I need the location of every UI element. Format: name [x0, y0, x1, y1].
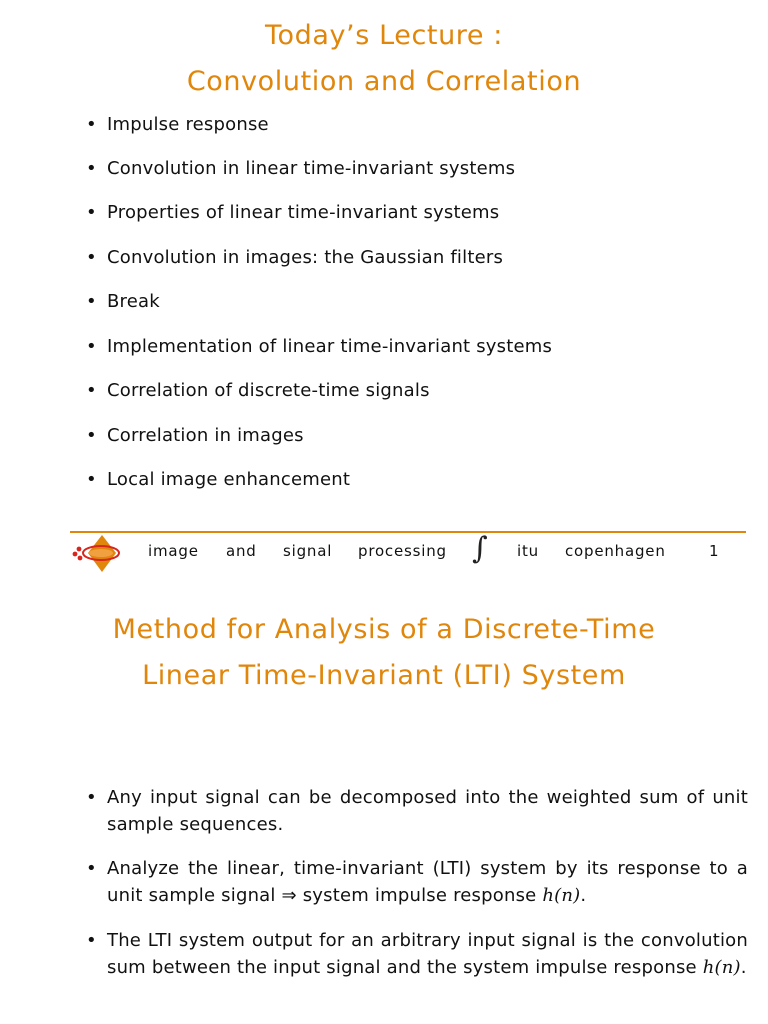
list-item — [86, 111, 748, 138]
page-number: 1 — [709, 542, 720, 560]
list-item — [86, 333, 748, 360]
bullet-icon: • — [86, 114, 97, 135]
list-item — [86, 244, 748, 271]
bullet-icon: • — [86, 787, 97, 808]
slide2-title-line1: Method for Analysis of a Discrete-Time — [112, 614, 656, 645]
bullet-icon: • — [86, 158, 97, 179]
slide1-title-line1: Today’s Lecture : — [264, 20, 504, 51]
bullet-text-end: . — [740, 957, 747, 978]
bullet-icon: • — [86, 469, 97, 490]
bullet-icon: • — [86, 291, 97, 312]
list-item — [86, 288, 748, 315]
bullet-text: Implementation of linear time-invariant systems — [107, 336, 553, 357]
footer-divider — [70, 531, 746, 533]
bullet-text-end: . — [580, 885, 587, 906]
list-item — [86, 377, 748, 404]
list-item — [86, 855, 748, 909]
bullet-icon: • — [86, 336, 97, 357]
math-expression: h(n) — [542, 885, 581, 906]
bullet-text — [107, 855, 748, 909]
bullet-icon: • — [86, 202, 97, 223]
footer-word-image: image — [148, 542, 199, 560]
footer-word-signal: signal — [283, 542, 333, 560]
bullet-icon: • — [86, 247, 97, 268]
bullet-text: Convolution in linear time-invariant systems — [107, 158, 516, 179]
footer-word-and: and — [226, 542, 257, 560]
list-item — [86, 927, 748, 981]
footer-word-itu: itu — [517, 542, 539, 560]
list-item — [86, 155, 748, 182]
bullet-text — [107, 784, 748, 838]
math-expression: h(n) — [702, 957, 741, 978]
bullet-text: Convolution in images: the Gaussian filters — [107, 247, 504, 268]
bullet-text-main: The LTI system output for an arbitrary input signal is the convolution sum between the input signal and the system impulse response — [107, 930, 748, 978]
list-item — [86, 466, 748, 493]
list-item — [86, 422, 748, 449]
bullet-text — [107, 927, 748, 981]
bullet-icon: • — [86, 858, 97, 879]
bullet-icon: • — [86, 930, 97, 951]
list-item — [86, 199, 748, 226]
bullet-text-main: Analyze the linear, time-invariant (LTI) system by its response to a unit sample signal ⇒ system impulse response — [107, 858, 748, 906]
slide-footer — [0, 531, 768, 574]
itu-logo-icon — [70, 534, 126, 574]
slide1-title-line2: Convolution and Correlation — [186, 66, 582, 97]
footer-word-processing: processing — [358, 542, 447, 560]
integral-icon: ∫ — [472, 531, 488, 566]
bullet-text: Correlation in images — [107, 425, 304, 446]
bullet-icon: • — [86, 380, 97, 401]
bullet-text: Correlation of discrete-time signals — [107, 380, 430, 401]
footer-word-copenhagen: copenhagen — [565, 542, 666, 560]
bullet-text-main: Any input signal can be decomposed into the weighted sum of unit sample sequences. — [107, 787, 748, 835]
bullet-text: Break — [107, 291, 160, 312]
bullet-icon: • — [86, 425, 97, 446]
bullet-text: Impulse response — [107, 114, 269, 135]
bullet-text: Local image enhancement — [107, 469, 351, 490]
list-item — [86, 784, 748, 838]
slide2-title-line2: Linear Time-Invariant (LTI) System — [142, 660, 626, 691]
bullet-text: Properties of linear time-invariant systems — [107, 202, 500, 223]
